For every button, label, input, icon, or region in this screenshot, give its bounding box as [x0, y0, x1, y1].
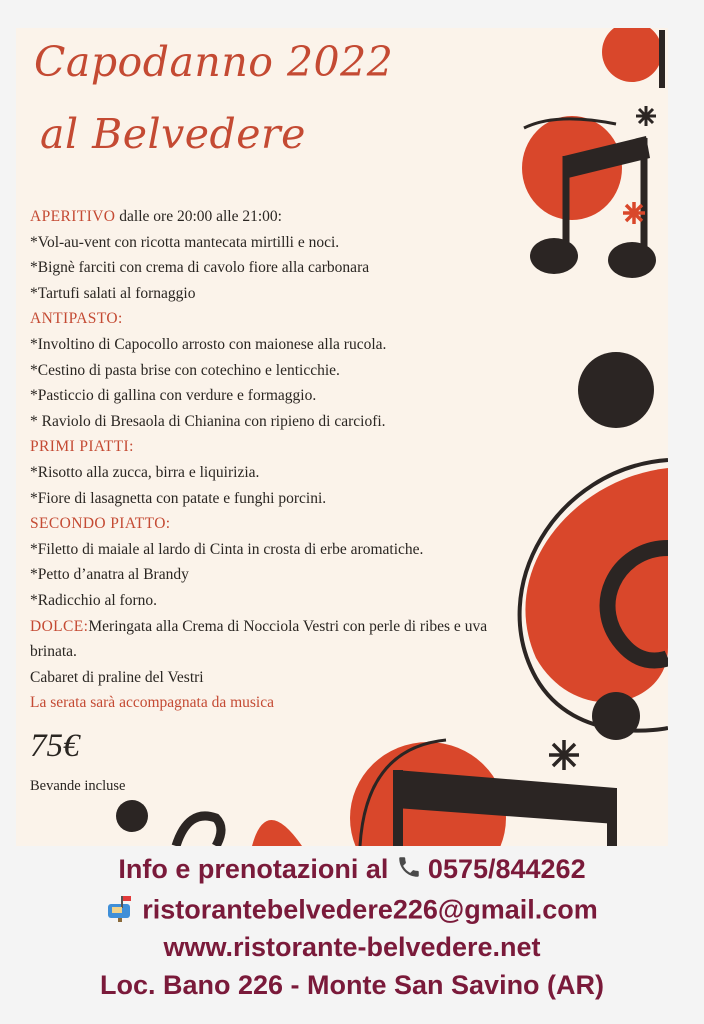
menu-item: *Radicchio al forno.	[30, 591, 157, 609]
red-blob	[602, 28, 662, 82]
menu-item: *Tartufi salati al fornaggio	[30, 284, 196, 302]
website-link[interactable]: www.ristorante-belvedere.net	[163, 932, 541, 962]
section-heading: APERITIVO	[30, 208, 116, 225]
contact-footer	[0, 846, 704, 1024]
drinks-included-note: Bevande incluse	[30, 778, 126, 794]
menu-item: *Involtino di Capocollo arrosto con maionese alla rucola.	[30, 335, 387, 353]
section-heading: ANTIPASTO:	[30, 310, 123, 328]
menu-item: *Petto d’anatra al Brandy	[30, 566, 189, 584]
menu-poster	[16, 28, 668, 846]
mailbox-icon	[106, 894, 136, 929]
info-label: Info e prenotazioni al	[118, 854, 389, 884]
menu-item: *Filetto di maiale al lardo di Cinta in crosta di erbe aromatiche.	[30, 540, 424, 558]
poster-subtitle: al Belvedere	[40, 110, 306, 158]
section-heading: SECONDO PIATTO:	[30, 515, 171, 533]
menu-item: *Cestino di pasta brise con cotechino e lenticchie.	[30, 361, 340, 379]
menu-item: *Fiore di lasagnetta con patate e funghi porcini.	[30, 489, 327, 507]
asterisk-mark	[636, 106, 656, 126]
black-dot	[116, 800, 148, 832]
phone-icon	[396, 854, 422, 887]
poster-title: Capodanno 2022	[34, 38, 394, 86]
menu-item: *Vol-au-vent con ricotta mantecata mirtilli e noci.	[30, 233, 340, 251]
menu-item: brinata.	[30, 643, 77, 661]
section-aperitivo	[30, 204, 630, 230]
email-line	[0, 894, 704, 929]
menu-item: *Bignè farciti con crema di cavolo fiore alla carbonara	[30, 259, 370, 277]
note-outline	[176, 816, 221, 846]
section-heading: DOLCE:	[30, 617, 89, 635]
menu-list	[30, 204, 630, 716]
menu-item: Cabaret di praline del Vestri	[30, 668, 204, 686]
phone-number[interactable]: 0575/844262	[427, 854, 586, 884]
menu-item: *Pasticcio di gallina con verdure e formaggio.	[30, 387, 317, 405]
address: Loc. Bano 226 - Monte San Savino (AR)	[99, 970, 605, 1000]
aperitivo-time: dalle ore 20:00 alle 21:00:	[115, 208, 282, 225]
music-note-text: La serata sarà accompagnata da musica	[30, 694, 274, 712]
menu-item: *Risotto alla zucca, birra e liquirizia.	[30, 463, 260, 481]
price: 75€	[30, 728, 80, 764]
section-dolce	[30, 614, 630, 640]
info-line	[0, 854, 704, 887]
section-heading: PRIMI PIATTI:	[30, 438, 134, 456]
asterisk-mark	[549, 740, 579, 770]
red-blob	[252, 820, 302, 846]
menu-item: * Raviolo di Bresaola di Chianina con ripieno di carciofi.	[30, 412, 386, 430]
menu-item: Meringata alla Crema di Nocciola Vestri con perle di ribes e uva	[88, 617, 488, 635]
email-address[interactable]: ristorantebelvedere226@gmail.com	[142, 894, 598, 925]
